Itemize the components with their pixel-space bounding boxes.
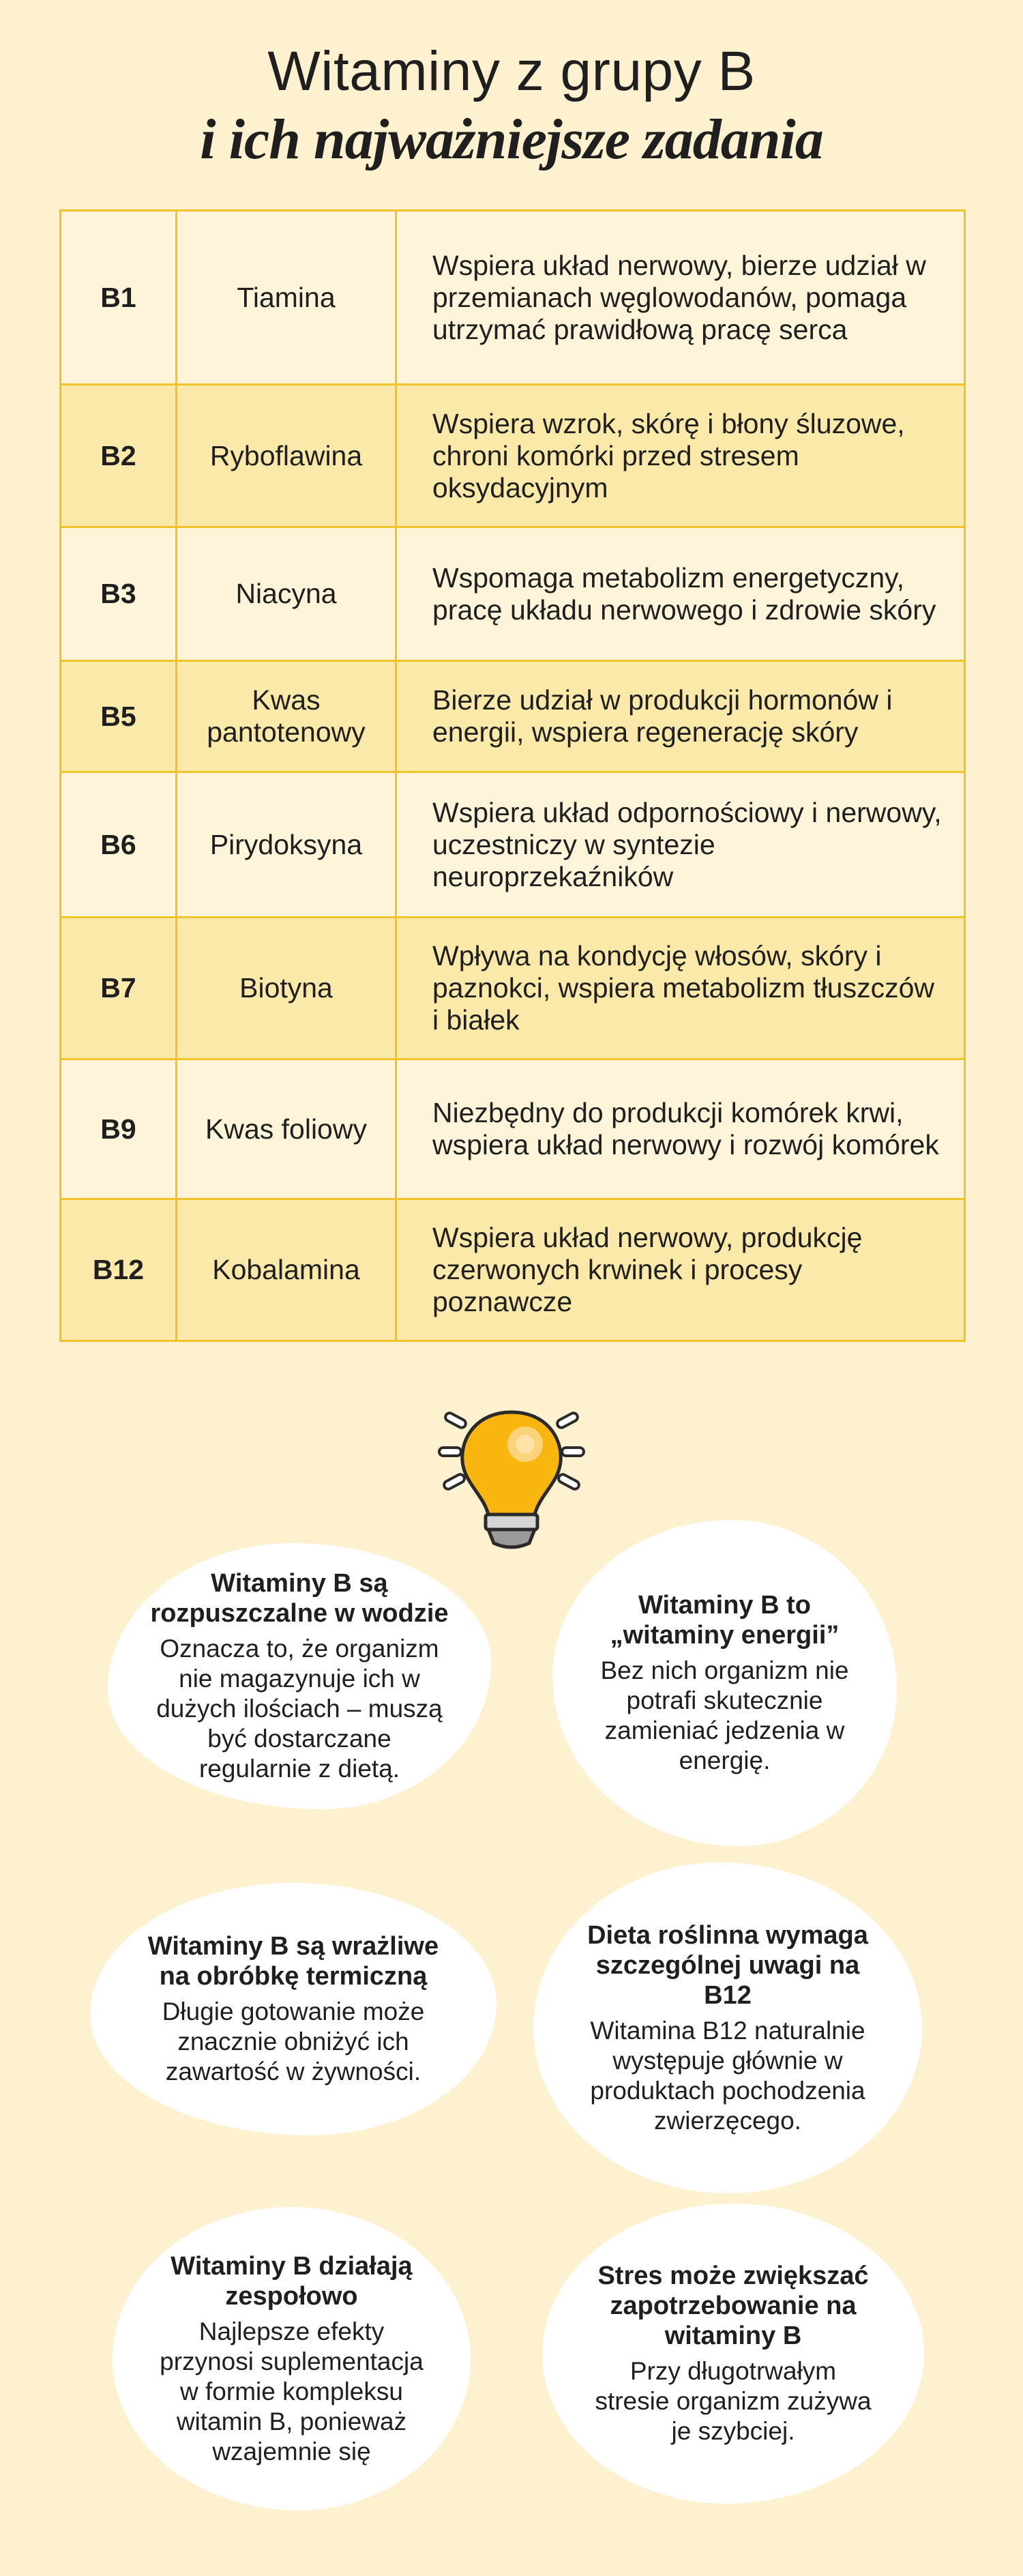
fact-bubble <box>108 1543 491 1809</box>
vitamin-code: B12 <box>61 1199 177 1341</box>
vitamin-name: Tiamina <box>177 211 396 385</box>
vitamin-code: B2 <box>61 385 177 527</box>
vitamin-name: Kwas foliowy <box>177 1059 396 1199</box>
table-row <box>61 211 965 385</box>
table-row <box>61 385 965 527</box>
fact-bubble <box>90 1883 496 2135</box>
vitamin-code: B7 <box>61 918 177 1059</box>
vitamin-description: Wpływa na kondycję włosów, skóry i paznokci, wspiera metabolizm tłuszczów i białek <box>396 918 965 1059</box>
vitamin-code: B1 <box>61 211 177 385</box>
vitamin-description: Wspiera układ nerwowy, bierze udział w przemianach węglowodanów, pomaga utrzymać prawidłową pracę serca <box>396 211 965 385</box>
fact-bubble <box>542 2204 924 2504</box>
vitamin-code: B6 <box>61 772 177 918</box>
vitamins-table <box>59 209 966 1342</box>
fact-bubble <box>113 2207 471 2511</box>
page-title <box>0 38 1023 174</box>
vitamin-name: Pirydoksyna <box>177 772 396 918</box>
fact-bubble <box>533 1862 922 2193</box>
fact-text: Długie gotowanie może znacznie obniżyć ich zawartość w żywności. <box>162 1997 425 2085</box>
fact-title: Dieta roślinna wymaga szczególnej uwagi na B12 <box>587 1920 868 2010</box>
vitamin-description: Wspomaga metabolizm energetyczny, pracę układu nerwowego i zdrowie skóry <box>396 527 965 661</box>
title-line-2: i ich najważniejsze zadania <box>200 108 823 171</box>
fact-title: Witaminy B są wrażliwe na obróbkę termiczną <box>147 1932 439 1991</box>
table-row <box>61 1059 965 1199</box>
fact-text: Najlepsze efekty przynosi suplementacja w formie kompleksu witamin B, ponieważ wzajemnie się <box>160 2317 424 2465</box>
table-row <box>61 918 965 1059</box>
fact-title: Witaminy B to „witaminy energii” <box>610 1591 840 1650</box>
vitamin-name: Niacyna <box>177 527 396 661</box>
fact-text: Witamina B12 naturalnie występuje głównie w produktach pochodzenia zwierzęcego. <box>590 2016 865 2135</box>
table-row <box>61 1199 965 1341</box>
vitamin-description: Wspiera układ odpornościowy i nerwowy, uczestniczy w syntezie neuroprzekaźników <box>396 772 965 918</box>
fact-text: Przy długotrwałym stresie organizm zużywa je szybciej. <box>595 2357 872 2445</box>
vitamin-name: Kwas pantotenowy <box>177 661 396 772</box>
fact-bubble <box>552 1520 897 1846</box>
fact-title: Witaminy B działają zespołowo <box>170 2251 413 2311</box>
table-row <box>61 772 965 918</box>
table-row <box>61 661 965 772</box>
vitamin-name: Ryboflawina <box>177 385 396 527</box>
fact-text: Bez nich organizm nie potrafi skutecznie zamieniać jedzenia w energię. <box>600 1656 849 1774</box>
table-row <box>61 527 965 661</box>
vitamin-code: B3 <box>61 527 177 661</box>
vitamin-code: B5 <box>61 661 177 772</box>
vitamin-code: B9 <box>61 1059 177 1199</box>
fact-title: Witaminy B są rozpuszczalne w wodzie <box>150 1569 449 1628</box>
vitamin-name: Biotyna <box>177 918 396 1059</box>
vitamin-description: Niezbędny do produkcji komórek krwi, wspiera układ nerwowy i rozwój komórek <box>396 1059 965 1199</box>
lightbulb-icon <box>430 1407 593 1557</box>
fact-title: Stres może zwiększać zapotrzebowanie na witaminy B <box>597 2262 869 2350</box>
fact-text: Oznacza to, że organizm nie magazynuje ich w dużych ilościach – muszą być dostarczane regularnie z dietą. <box>156 1635 443 1783</box>
vitamin-description: Bierze udział w produkcji hormonów i energii, wspiera regenerację skóry <box>396 661 965 772</box>
title-line-1: Witaminy z grupy B <box>267 40 756 102</box>
vitamin-name: Kobalamina <box>177 1199 396 1341</box>
vitamin-description: Wspiera wzrok, skórę i błony śluzowe, chroni komórki przed stresem oksydacyjnym <box>396 385 965 527</box>
vitamin-description: Wspiera układ nerwowy, produkcję czerwonych krwinek i procesy poznawcze <box>396 1199 965 1341</box>
